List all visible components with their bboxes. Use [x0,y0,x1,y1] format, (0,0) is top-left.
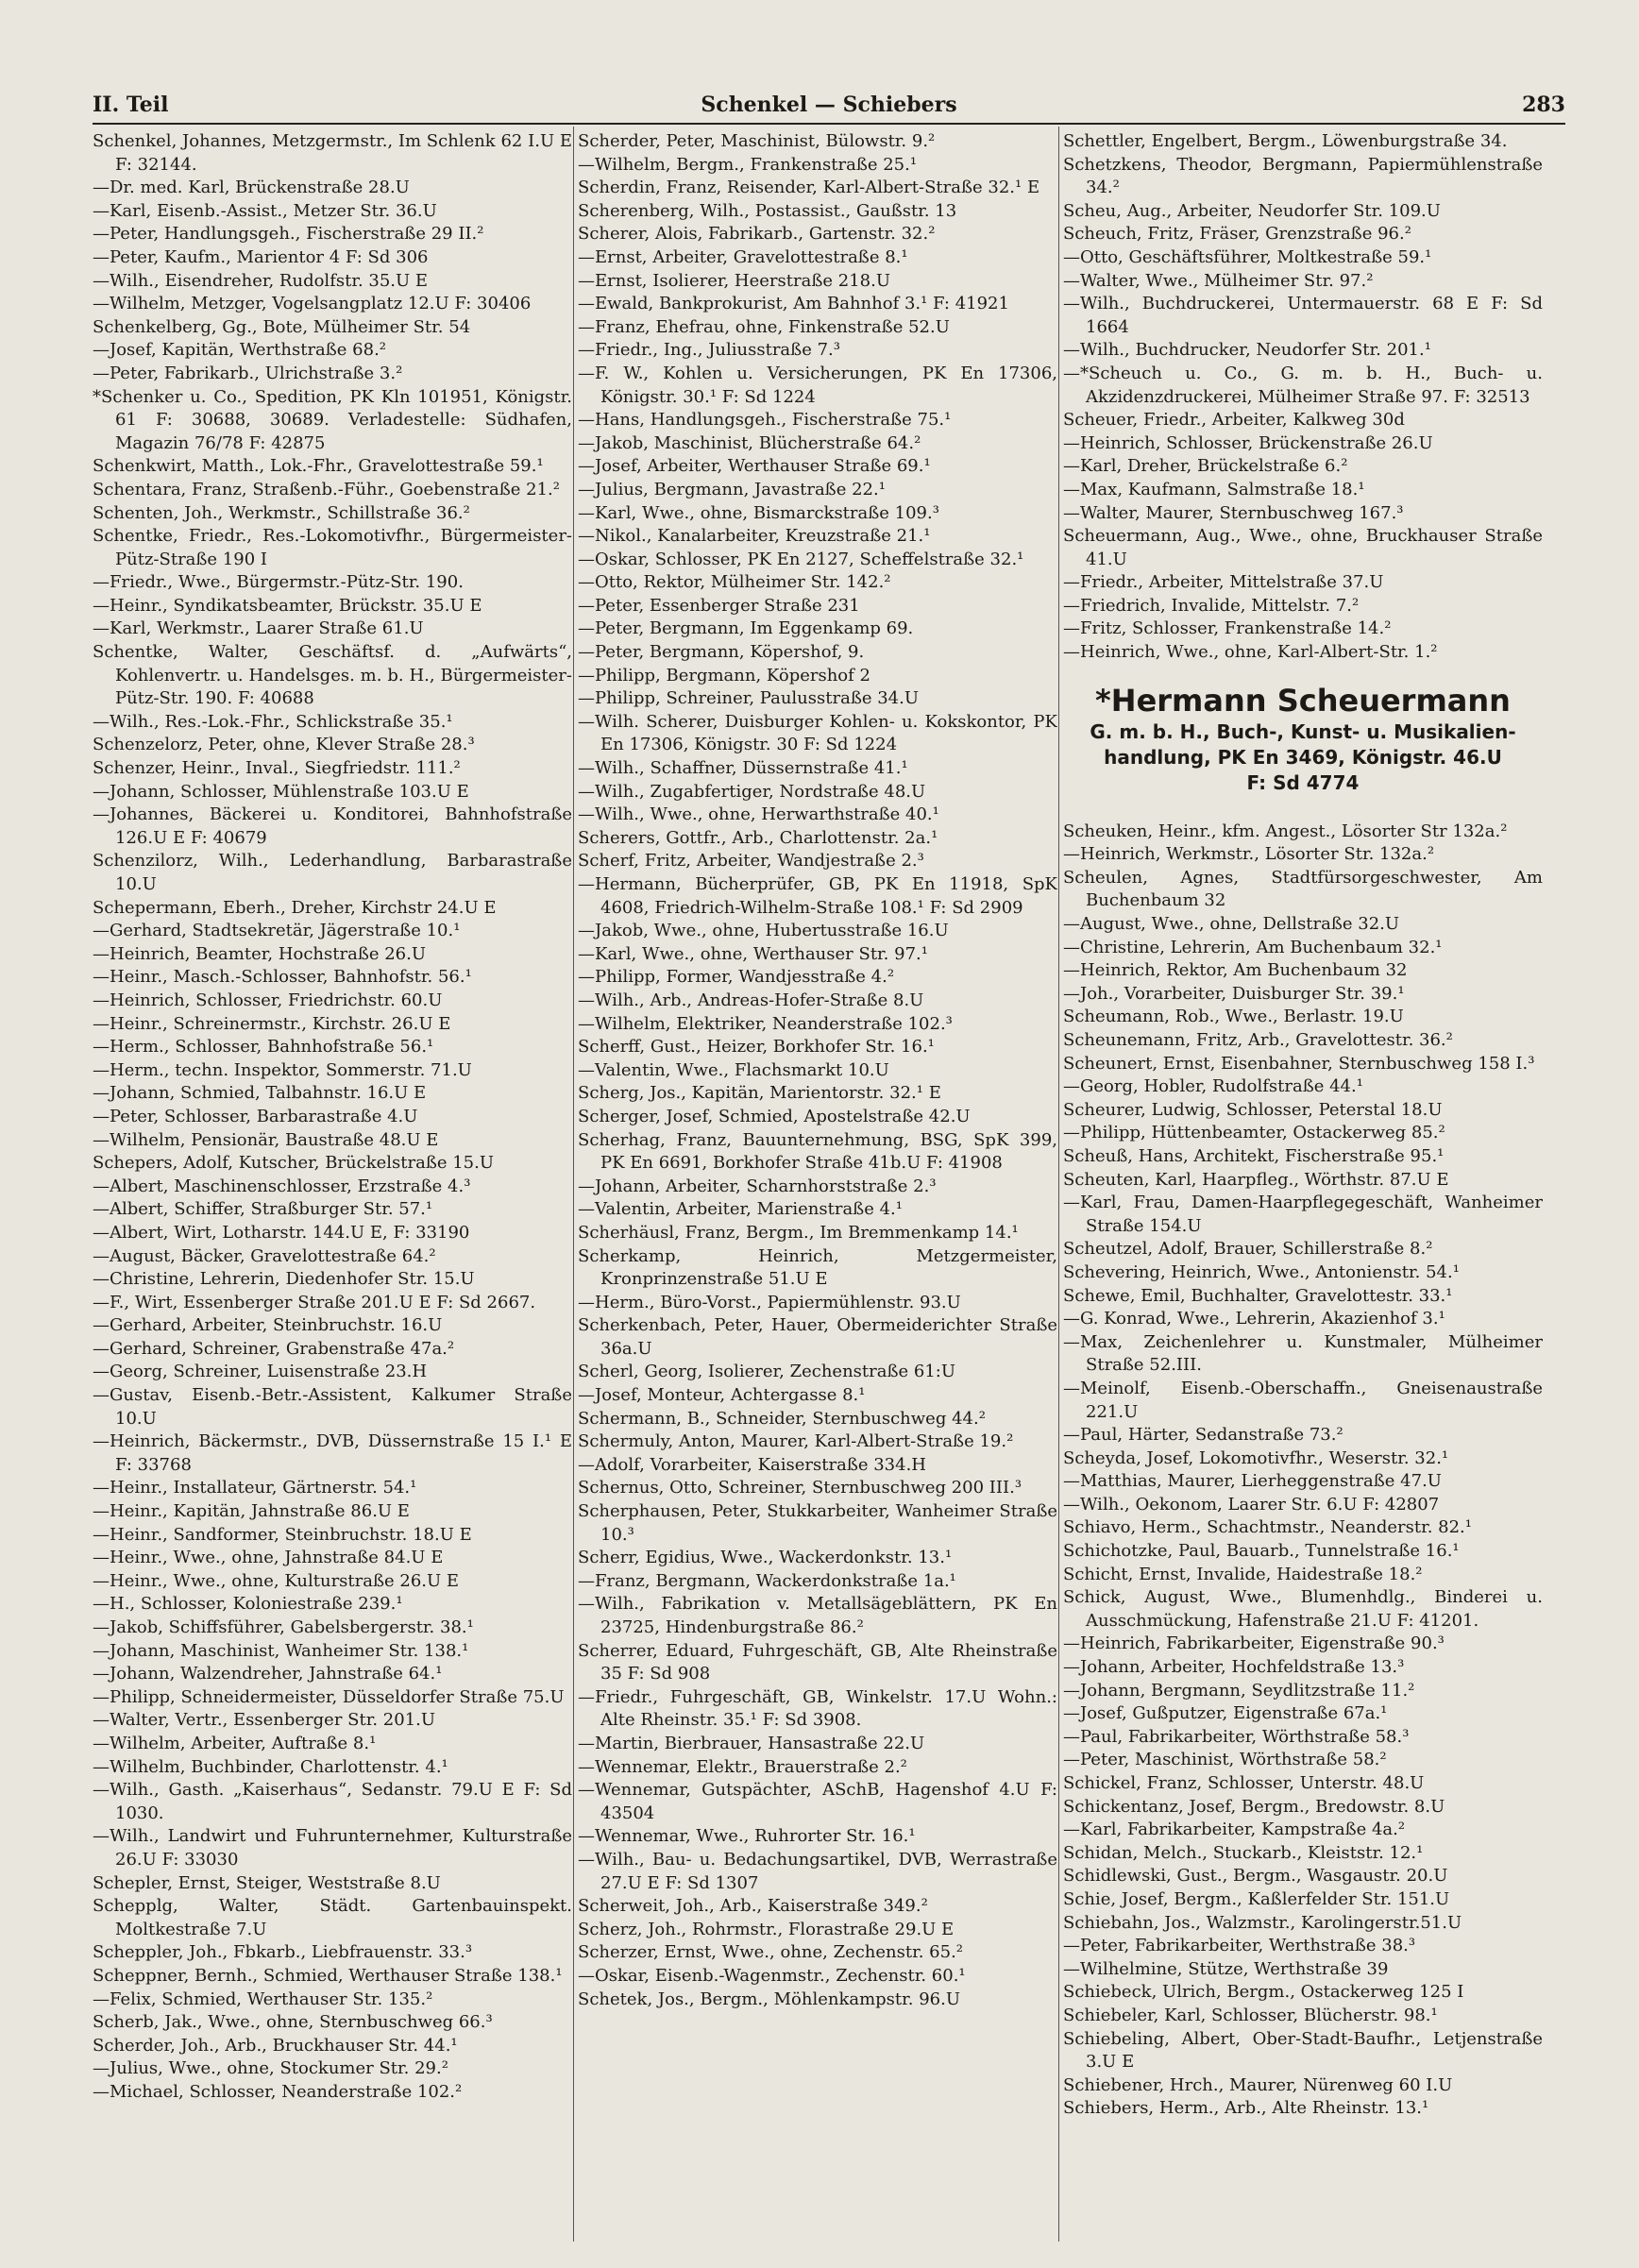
column-3 [1063,130,1543,2236]
directory-entry: —Wennemar, Wwe., Ruhrorter Str. 16.¹ [578,1826,916,1847]
directory-entry: —Philipp, Schneidermeister, Düsseldorfer Straße 75.U [93,1686,565,1707]
directory-entry: Scheuch, Fritz, Fräser, Grenzstraße 96.² [1063,224,1411,245]
directory-entry: —Ewald, Bankprokurist, Am Bahnhof 3.¹ F: 41921 [578,294,1009,314]
directory-entry: Schernus, Otto, Schreiner, Sternbuschweg 200 III.³ [578,1478,1022,1498]
directory-entry: —Martin, Bierbrauer, Hansastraße 22.U [578,1733,925,1753]
directory-entry: —Hans, Handlungsgeh., Fischerstraße 75.¹ [578,410,952,431]
directory-entry: —F., Wirt, Essenberger Straße 201.U E F: Sd 2667. [93,1292,536,1312]
directory-entry: —Gerhard, Stadtsekretär, Jägerstraße 10.¹ [93,921,461,941]
advertisement-line: F: Sd 4774 [1246,770,1360,794]
directory-entry: Scherkenbach, Peter, Hauer, Obermeiderichter Straße 36a.U [578,1315,1057,1359]
directory-entry: —Peter, Fabrikarbeiter, Werthstraße 38.³ [1063,1936,1416,1956]
directory-entry: —Karl, Frau, Damen-Haarpflegegeschäft, Wanheimer Straße 154.U [1063,1193,1543,1236]
directory-entry: —Josef, Monteur, Achtergasse 8.¹ [578,1385,866,1406]
directory-entry: Scheuß, Hans, Architekt, Fischerstraße 95.¹ [1063,1145,1445,1166]
directory-entry: —Wilh., Gasth. „Kaiserhaus“, Sedanstr. 79.U E F: Sd 1030. [93,1780,572,1823]
directory-entry: —Gerhard, Arbeiter, Steinbruchstr. 16.U [93,1315,443,1336]
directory-entry: —Otto, Geschäftsführer, Moltkestraße 59.¹ [1063,246,1432,267]
directory-entry: —Julius, Wwe., ohne, Stockumer Str. 29.² [93,2058,448,2079]
directory-entry: —Josef, Kapitän, Werthstraße 68.² [93,340,387,361]
column-3-bottom [1063,821,1543,2121]
directory-entry: Schetek, Jos., Bergm., Möhlenkampstr. 96.U [578,1989,961,2009]
directory-entry: —Johann, Schmied, Talbahnstr. 16.U E [93,1083,427,1104]
directory-entry: Schepermann, Eberh., Dreher, Kirchstr 24.U E [93,897,497,918]
directory-entry: Scherder, Joh., Arb., Bruckhauser Str. 44.¹ [93,2035,458,2056]
directory-entry: —Peter, Bergmann, Im Eggenkamp 69. [578,618,914,639]
directory-entry: —August, Bäcker, Gravelottestraße 64.² [93,1245,436,1266]
directory-entry: —Josef, Arbeiter, Werthauser Straße 69.¹ [578,456,931,477]
directory-entry: Schermann, B., Schneider, Sternbuschweg 44.² [578,1408,986,1429]
directory-entry: —Michael, Schlosser, Neanderstraße 102.² [93,2081,463,2102]
directory-entry: —Wilhelm, Pensionär, Baustraße 48.U E [93,1129,439,1150]
directory-entry: —Gerhard, Schreiner, Grabenstraße 47a.² [93,1338,455,1359]
directory-entry: —*Scheuch u. Co., G. m. b. H., Buch- u. Akzidenzdruckerei, Mülheimer Straße 97. F: 32513 [1063,363,1543,407]
directory-entry: Scherz, Joh., Rohrmstr., Florastraße 29.U E [578,1919,955,1939]
directory-entry: —Max, Zeichenlehrer u. Kunstmaler, Mülheimer Straße 52.III. [1063,1331,1543,1376]
directory-entry: —Johann, Bergmann, Seydlitzstraße 11.² [1063,1680,1415,1701]
directory-entry: —Karl, Wwe., ohne, Bismarckstraße 109.³ [578,502,939,523]
directory-entry: —Friedr., Arbeiter, Mittelstraße 37.U [1063,572,1384,593]
directory-entry: Scherder, Peter, Maschinist, Bülowstr. 9.² [578,131,936,151]
directory-entry: —Wilh., Schaffner, Düssernstraße 41.¹ [578,758,908,779]
directory-entry: Schenten, Joh., Werkmstr., Schillstraße 36.² [93,502,470,523]
column-3-top [1063,130,1543,665]
directory-entry: —Valentin, Arbeiter, Marienstraße 4.¹ [578,1199,903,1220]
directory-entry: —Johann, Arbeiter, Hochfeldstraße 13.³ [1063,1657,1405,1678]
directory-entry: Scherzer, Ernst, Wwe., ohne, Zechenstr. 65.² [578,1942,964,1963]
page-number: 283 [1522,93,1565,117]
directory-entry: Scherger, Josef, Schmied, Apostelstraße 42.U [578,1106,971,1126]
directory-entry: —Herm., Schlosser, Bahnhofstraße 56.¹ [93,1037,434,1058]
directory-entry: —Gustav, Eisenb.-Betr.-Assistent, Kalkumer Straße 10.U [93,1385,572,1429]
directory-entry: —Wennemar, Gutspächter, ASchB, Hagenshof 4.U F: 43504 [578,1780,1057,1823]
directory-entry: —Albert, Wirt, Lotharstr. 144.U E, F: 33190 [93,1222,470,1243]
directory-entry: —Jakob, Schiffsführer, Gabelsbergerstr. 38.¹ [93,1617,474,1637]
directory-entry: Schiavo, Herm., Schachtmstr., Neanderstr. 82.¹ [1063,1517,1472,1538]
directory-entry: —G. Konrad, Wwe., Lehrerin, Akazienhof 3.¹ [1063,1309,1445,1329]
column-divider [1058,127,1059,2242]
directory-entry: —Wilh., Res.-Lok.-Fhr., Schlickstraße 35.¹ [93,711,453,732]
directory-entry: Schenzelorz, Peter, ohne, Klever Straße 28.³ [93,735,475,755]
directory-entry: Schenzilorz, Wilh., Lederhandlung, Barbarastraße 10.U [93,851,572,894]
directory-entry: —Philipp, Schreiner, Paulusstraße 34.U [578,688,920,709]
directory-entry: —Johann, Walzendreher, Jahnstraße 64.¹ [93,1664,443,1684]
directory-entry: —Karl, Fabrikarbeiter, Kampstraße 4a.² [1063,1819,1406,1840]
directory-entry: —Georg, Hobler, Rudolfstraße 44.¹ [1063,1076,1363,1097]
directory-entry: —Fritz, Schlosser, Frankenstraße 14.² [1063,618,1392,639]
directory-entry: Schentara, Franz, Straßenb.-Führ., Goebenstraße 21.² [93,479,560,499]
directory-entry: —Nikol., Kanalarbeiter, Kreuzstraße 21.¹ [578,526,931,547]
directory-entry: Schiebener, Hrch., Maurer, Nürenweg 60 I.U [1063,2074,1453,2095]
directory-entry: —F. W., Kohlen u. Versicherungen, PK En 17306, Königstr. 30.¹ F: Sd 1224 [578,363,1057,407]
directory-entry: —Heinr., Kapitän, Jahnstraße 86.U E [93,1501,410,1522]
directory-entry: *Schenker u. Co., Spedition, PK Kln 101951, Königstr. 61 F: 30688, 30689. Verladestelle: Südhafen, Magazin 76/78 F: 42875 [93,386,572,453]
directory-entry: Scherf, Fritz, Arbeiter, Wandjestraße 2.³ [578,851,924,872]
directory-entry: —Otto, Rektor, Mülheimer Str. 142.² [578,572,891,593]
directory-entry: —Dr. med. Karl, Brückenstraße 28.U [93,178,410,198]
directory-entry: —Johann, Schlosser, Mühlenstraße 103.U E [93,781,469,802]
directory-entry: —Heinr., Schreinermstr., Kirchstr. 26.U E [93,1013,451,1034]
directory-entry: Scherhäusl, Franz, Bergm., Im Bremmenkamp 14.¹ [578,1222,1019,1243]
directory-entry: —Wilhelm, Metzger, Vogelsangplatz 12.U F: 30406 [93,294,532,314]
directory-entry: Scherff, Gust., Heizer, Borkhofer Str. 16.¹ [578,1037,935,1058]
directory-entry: —Peter, Bergmann, Köpershof, 9. [578,642,865,663]
directory-entry: Scherrer, Eduard, Fuhrgeschäft, GB, Alte Rheinstraße 35 F: Sd 908 [578,1640,1057,1684]
directory-entry: Schie, Josef, Bergm., Kaßlerfelder Str. 151.U [1063,1888,1450,1909]
directory-entry: —Karl, Dreher, Brückelstraße 6.² [1063,456,1348,477]
directory-entry: Schickel, Franz, Schlosser, Unterstr. 48.U [1063,1773,1425,1793]
directory-entry: —Friedr., Ing., Juliusstraße 7.³ [578,340,840,361]
directory-entry: Schepplg, Walter, Städt. Gartenbauinspekt. Moltkestraße 7.U [93,1896,572,1939]
directory-entry: Schicht, Ernst, Invalide, Haidestraße 18.² [1063,1564,1423,1584]
directory-entry: Schermuly, Anton, Maurer, Karl-Albert-Straße 19.² [578,1431,1014,1452]
directory-entry: Schenkelberg, Gg., Bote, Mülheimer Str. 54 [93,316,471,337]
directory-entry: —Heinr., Wwe., ohne, Jahnstraße 84.U E [93,1548,444,1568]
advertisement-line: G. m. b. H., Buch-, Kunst- u. Musikalien- [1090,719,1516,743]
directory-entry: —Wilh., Fabrikation v. Metallsägeblättern, PK En 23725, Hindenburgstraße 86.² [578,1594,1057,1637]
directory-entry: —Friedrich, Invalide, Mittelstr. 7.² [1063,595,1360,616]
directory-entry: —Paul, Härter, Sedanstraße 73.² [1063,1425,1343,1446]
directory-entry: —Jakob, Wwe., ohne, Hubertusstraße 16.U [578,921,949,941]
directory-entry: —Walter, Vertr., Essenberger Str. 201.U [93,1710,436,1731]
directory-entry: —Adolf, Vorarbeiter, Kaiserstraße 334.H [578,1454,926,1475]
directory-entry: —Wilhelm, Bergm., Frankenstraße 25.¹ [578,154,918,175]
directory-entry: —Herm., Büro-Vorst., Papiermühlenstr. 93.U [578,1292,961,1312]
directory-entry: —Hermann, Bücherprüfer, GB, PK En 11918, SpK 4608, Friedrich-Wilhelm-Straße 108.¹ F: Sd 2909 [578,874,1057,918]
directory-entry: —Heinrich, Bäckermstr., DVB, Düssernstraße 15 I.¹ E F: 33768 [93,1431,572,1475]
directory-entry: —Wilh., Oekonom, Laarer Str. 6.U F: 42807 [1063,1494,1440,1515]
directory-entry: Scherkamp, Heinrich, Metzgermeister, Kronprinzenstraße 51.U E [578,1245,1057,1290]
directory-entry: Scherer, Alois, Fabrikarb., Gartenstr. 32.² [578,224,936,245]
directory-entry: —Heinrich, Werkmstr., Lösorter Str. 132a.² [1063,844,1435,865]
directory-entry: —Josef, Gußputzer, Eigenstraße 67a.¹ [1063,1703,1388,1724]
directory-entry: —Wilh., Bau- u. Bedachungsartikel, DVB, Werrastraße 27.U E F: Sd 1307 [578,1849,1057,1893]
directory-entry: —Wilhelm, Arbeiter, Auftraße 8.¹ [93,1733,377,1753]
directory-entry: Schepler, Ernst, Steiger, Weststraße 8.U [93,1872,441,1893]
directory-entry: —Oskar, Schlosser, PK En 2127, Scheffelstraße 32.¹ [578,549,1024,569]
directory-entry: Schiebeler, Karl, Schlosser, Blücherstr. 98.¹ [1063,2005,1438,2025]
directory-entry: —Jakob, Maschinist, Blücherstraße 64.² [578,432,921,453]
directory-entry: —Albert, Schiffer, Straßburger Str. 57.¹ [93,1199,433,1220]
directory-entry: —Karl, Wwe., ohne, Werthauser Str. 97.¹ [578,943,928,964]
directory-entry: —Heinr., Wwe., ohne, Kulturstraße 26.U E [93,1570,460,1591]
directory-entry: —Friedr., Wwe., Bürgermstr.-Pütz-Str. 190. [93,572,464,593]
directory-entry: Scherb, Jak., Wwe., ohne, Sternbuschweg 66.³ [93,2012,493,2033]
directory-entry: —Heinr., Masch.-Schlosser, Bahnhofstr. 56.¹ [93,967,472,988]
directory-entry: —Wilhelm, Elektriker, Neanderstraße 102.³ [578,1013,953,1034]
directory-entry: —Philipp, Hüttenbeamter, Ostackerweg 85.² [1063,1123,1445,1143]
directory-entry: —Friedr., Fuhrgeschäft, GB, Winkelstr. 17.U Wohn.: Alte Rheinstr. 35.¹ F: Sd 3908. [578,1686,1057,1731]
directory-entry: —Heinrich, Rektor, Am Buchenbaum 32 [1063,960,1408,981]
directory-entry: —Wilh. Scherer, Duisburger Kohlen- u. Kokskontor, PK En 17306, Königstr. 30 F: Sd 1224 [578,711,1057,755]
page-header [93,89,1565,121]
directory-entry: Schichotzke, Paul, Bauarb., Tunnelstraße 16.¹ [1063,1541,1460,1562]
directory-entry: Schentke, Walter, Geschäftsf. d. „Aufwärts“, Kohlenvertr. u. Handelsges. m. b. H., Bürgermeister-Pütz-Str. 190. F: 40688 [93,642,572,709]
directory-entry: —Heinrich, Schlosser, Brückenstraße 26.U [1063,432,1433,453]
directory-entry: Schiebahn, Jos., Walzmstr., Karolingerstr.51.U [1063,1912,1462,1933]
directory-entry: Scheuten, Karl, Haarpfleg., Wörthstr. 87.U E [1063,1169,1449,1190]
directory-entry: Scheulen, Agnes, Stadtfürsorgeschwester, Am Buchenbaum 32 [1063,867,1543,911]
directory-entry: —Walter, Wwe., Mülheimer Str. 97.² [1063,270,1374,291]
directory-entry: —Joh., Vorarbeiter, Duisburger Str. 39.¹ [1063,983,1405,1004]
section-label: II. Teil [93,93,169,117]
directory-entry: —Max, Kaufmann, Salmstraße 18.¹ [1063,479,1365,499]
directory-entry: Schentke, Friedr., Res.-Lokomotivfhr., Bürgermeister-Pütz-Straße 190 I [93,526,572,569]
directory-entry: Scherers, Gottfr., Arb., Charlottenstr. 2a.¹ [578,827,938,848]
directory-entry: Schickentanz, Josef, Bergm., Bredowstr. 8.U [1063,1796,1445,1817]
directory-entry: Scheyda, Josef, Lokomotivfhr., Weserstr. 32.¹ [1063,1447,1449,1468]
directory-entry: —Peter, Maschinist, Wörthstraße 58.² [1063,1750,1387,1770]
directory-entry: —Wennemar, Elektr., Brauerstraße 2.² [578,1756,907,1777]
directory-entry: Scheurer, Ludwig, Schlosser, Peterstal 18.U [1063,1099,1443,1120]
directory-entry: —Wilh., Arb., Andreas-Hofer-Straße 8.U [578,990,924,1010]
directory-entry: —Peter, Kaufm., Marientor 4 F: Sd 306 [93,246,429,267]
directory-entry: Schenkwirt, Matth., Lok.-Fhr., Gravelottestraße 59.¹ [93,456,544,477]
directory-entry: —Paul, Fabrikarbeiter, Wörthstraße 58.³ [1063,1726,1410,1747]
directory-entry: Schidan, Melch., Stuckarb., Kleiststr. 12.¹ [1063,1842,1424,1863]
directory-entry: —Wilhelmine, Stütze, Werthstraße 39 [1063,1958,1389,1979]
directory-entry: —Georg, Schreiner, Luisenstraße 23.H [93,1362,428,1382]
directory-entry: —Ernst, Arbeiter, Gravelottestraße 8.¹ [578,246,908,267]
directory-entry: —Wilh., Buchdrucker, Neudorfer Str. 201.¹ [1063,340,1431,361]
directory-entry: —Wilh., Eisendreher, Rudolfstr. 35.U E [93,270,429,291]
directory-entry: —Felix, Schmied, Werthauser Str. 135.² [93,1989,433,2009]
directory-entry: —Heinrich, Beamter, Hochstraße 26.U [93,943,427,964]
directory-entry: Schepers, Adolf, Kutscher, Brückelstraße 15.U [93,1153,495,1174]
directory-entry: —Heinrich, Fabrikarbeiter, Eigenstraße 90.³ [1063,1633,1445,1654]
directory-entry: —August, Wwe., ohne, Dellstraße 32.U [1063,914,1400,935]
directory-entry: —Meinolf, Eisenb.-Oberschaffn., Gneisenaustraße 221.U [1063,1378,1543,1422]
directory-entry: —Albert, Maschinenschlosser, Erzstraße 4.³ [93,1176,471,1196]
directory-entry: Schenkel, Johannes, Metzgermstr., Im Schlenk 62 I.U E F: 32144. [93,131,572,175]
directory-entry: Schick, August, Wwe., Blumenhdlg., Binderei u. Ausschmückung, Hafenstraße 21.U F: 41201. [1063,1587,1543,1631]
directory-entry: —Wilh., Wwe., ohne, Herwarthstraße 40.¹ [578,804,939,825]
directory-entry: Scheppner, Bernh., Schmied, Werthauser Straße 138.¹ [93,1965,563,1986]
directory-entry: —Julius, Bergmann, Javastraße 22.¹ [578,479,886,499]
directory-entry: Scherl, Georg, Isolierer, Zechenstraße 61:U [578,1362,955,1382]
directory-entry: Scherweit, Joh., Arb., Kaiserstraße 349.² [578,1896,928,1917]
directory-entry: —Philipp, Bergmann, Köpershof 2 [578,665,870,685]
directory-entry: Schewe, Emil, Buchhalter, Gravelottestr. 33.¹ [1063,1285,1453,1306]
directory-entry: —Peter, Fabrikarb., Ulrichstraße 3.² [93,363,403,383]
column-1 [93,130,572,2236]
directory-entry: —Peter, Handlungsgeh., Fischerstraße 29 II.² [93,224,484,245]
directory-entry: —Valentin, Wwe., Flachsmarkt 10.U [578,1059,889,1080]
header-rule [93,123,1565,125]
directory-entry: —Johann, Maschinist, Wanheimer Str. 138.¹ [93,1640,469,1661]
directory-entry: Scherdin, Franz, Reisender, Karl-Albert-Straße 32.¹ E [578,178,1040,198]
directory-entry: —Heinr., Sandformer, Steinbruchstr. 18.U E [93,1524,472,1545]
directory-entry: Schetzkens, Theodor, Bergmann, Papiermühlenstraße 34.² [1063,154,1543,198]
directory-entry: —Christine, Lehrerin, Am Buchenbaum 32.¹ [1063,937,1443,957]
directory-entry: Scheu, Aug., Arbeiter, Neudorfer Str. 109.U [1063,200,1441,221]
advertisement-title: *Hermann Scheuermann [1095,682,1511,719]
directory-entry: —Christine, Lehrerin, Diedenhofer Str. 15.U [93,1269,475,1290]
directory-entry: —Ernst, Isolierer, Heerstraße 218.U [578,270,890,291]
running-title: Schenkel — Schiebers [701,93,957,117]
directory-entry: —Heinrich, Schlosser, Friedrichstr. 60.U [93,990,443,1010]
directory-entry: Scherhag, Franz, Bauunternehmung, BSG, SpK 399, PK En 6691, Borkhofer Straße 41b.U F: 41908 [578,1129,1057,1174]
directory-entry: —Matthias, Maurer, Lierheggenstraße 47.U [1063,1471,1442,1492]
directory-entry: —Franz, Bergmann, Wackerdonkstraße 1a.¹ [578,1570,956,1591]
directory-entry: Scherenberg, Wilh., Postassist., Gaußstr. 13 [578,200,957,221]
directory-entry: —Johann, Arbeiter, Scharnhorststraße 2.³ [578,1176,937,1196]
directory-entry: —Heinr., Syndikatsbeamter, Brückstr. 35.U E [93,595,482,616]
directory-entry: —Franz, Ehefrau, ohne, Finkenstraße 52.U [578,316,950,337]
directory-entry: —Wilh., Landwirt und Fuhrunternehmer, Kulturstraße 26.U F: 33030 [93,1826,572,1870]
directory-entry: —Oskar, Eisenb.-Wagenmstr., Zechenstr. 60.¹ [578,1965,966,1986]
column-2 [578,130,1057,2236]
directory-entry: —Johannes, Bäckerei u. Konditorei, Bahnhofstraße 126.U E F: 40679 [93,804,572,848]
directory-entry: —Peter, Essenberger Straße 231 [578,595,860,616]
directory-entry: —Karl, Werkmstr., Laarer Straße 61.U [93,618,424,639]
directory-entry: Scheumann, Rob., Wwe., Berlastr. 19.U [1063,1007,1404,1027]
directory-entry: —Heinr., Installateur, Gärtnerstr. 54.¹ [93,1478,417,1498]
directory-entry: Schidlewski, Gust., Bergm., Wasgaustr. 20.U [1063,1866,1448,1887]
directory-entry: Scherr, Egidius, Wwe., Wackerdonkstr. 13.¹ [578,1548,953,1568]
directory-entry: Scheppler, Joh., Fbkarb., Liebfrauenstr. 33.³ [93,1942,473,1963]
directory-entry: Scheuer, Friedr., Arbeiter, Kalkweg 30d [1063,410,1405,431]
directory-entry: Scheunert, Ernst, Eisenbahner, Sternbuschweg 158 I.³ [1063,1053,1535,1074]
directory-entry: —Wilh., Zugabfertiger, Nordstraße 48.U [578,781,926,802]
advertisement-line: handlung, PK En 3469, Königstr. 46.U [1104,745,1502,769]
directory-entry: Schettler, Engelbert, Bergm., Löwenburgstraße 34. [1063,131,1508,151]
directory-entry: Scheuermann, Aug., Wwe., ohne, Bruckhauser Straße 41.U [1063,526,1543,569]
directory-entry: —Philipp, Former, Wandjesstraße 4.² [578,967,895,988]
directory-entry: Schevering, Heinrich, Wwe., Antonienstr. 54.¹ [1063,1261,1460,1282]
directory-entry: Scheunemann, Fritz, Arb., Gravelottestr. 36.² [1063,1030,1453,1050]
directory-entry: Schiebeling, Albert, Ober-Stadt-Baufhr., Letjenstraße 3.U E [1063,2028,1543,2073]
column-divider [573,127,574,2242]
advertisement-box [1063,682,1543,796]
directory-entry: Scherg, Jos., Kapitän, Marientorstr. 32.¹ E [578,1083,941,1104]
directory-entry: Scheuken, Heinr., kfm. Angest., Lösorter Str 132a.² [1063,821,1508,841]
directory-entry: —Heinrich, Wwe., ohne, Karl-Albert-Str. 1.² [1063,642,1438,663]
directory-entry: —Herm., techn. Inspektor, Sommerstr. 71.U [93,1059,472,1080]
directory-entry: —Karl, Eisenb.-Assist., Metzer Str. 36.U [93,200,437,221]
directory-entry: —Wilhelm, Buchbinder, Charlottenstr. 4.¹ [93,1756,448,1777]
directory-entry: Schenzer, Heinr., Inval., Siegfriedstr. 111.² [93,758,461,779]
directory-entry: Scheutzel, Adolf, Brauer, Schillerstraße 8.² [1063,1239,1433,1260]
directory-entry: —Wilh., Buchdruckerei, Untermauerstr. 68 E F: Sd 1664 [1063,294,1543,337]
directory-entry: Scherphausen, Peter, Stukkarbeiter, Wanheimer Straße 10.³ [578,1501,1057,1545]
directory-entry: —Walter, Maurer, Sternbuschweg 167.³ [1063,502,1404,523]
directory-entry: Schiebeck, Ulrich, Bergm., Ostackerweg 125 I [1063,1982,1464,2003]
directory-entry: —Peter, Schlosser, Barbarastraße 4.U [93,1106,418,1126]
directory-entry: —H., Schlosser, Koloniestraße 239.¹ [93,1594,403,1615]
directory-entry: Schiebers, Herm., Arb., Alte Rheinstr. 13.¹ [1063,2098,1429,2119]
